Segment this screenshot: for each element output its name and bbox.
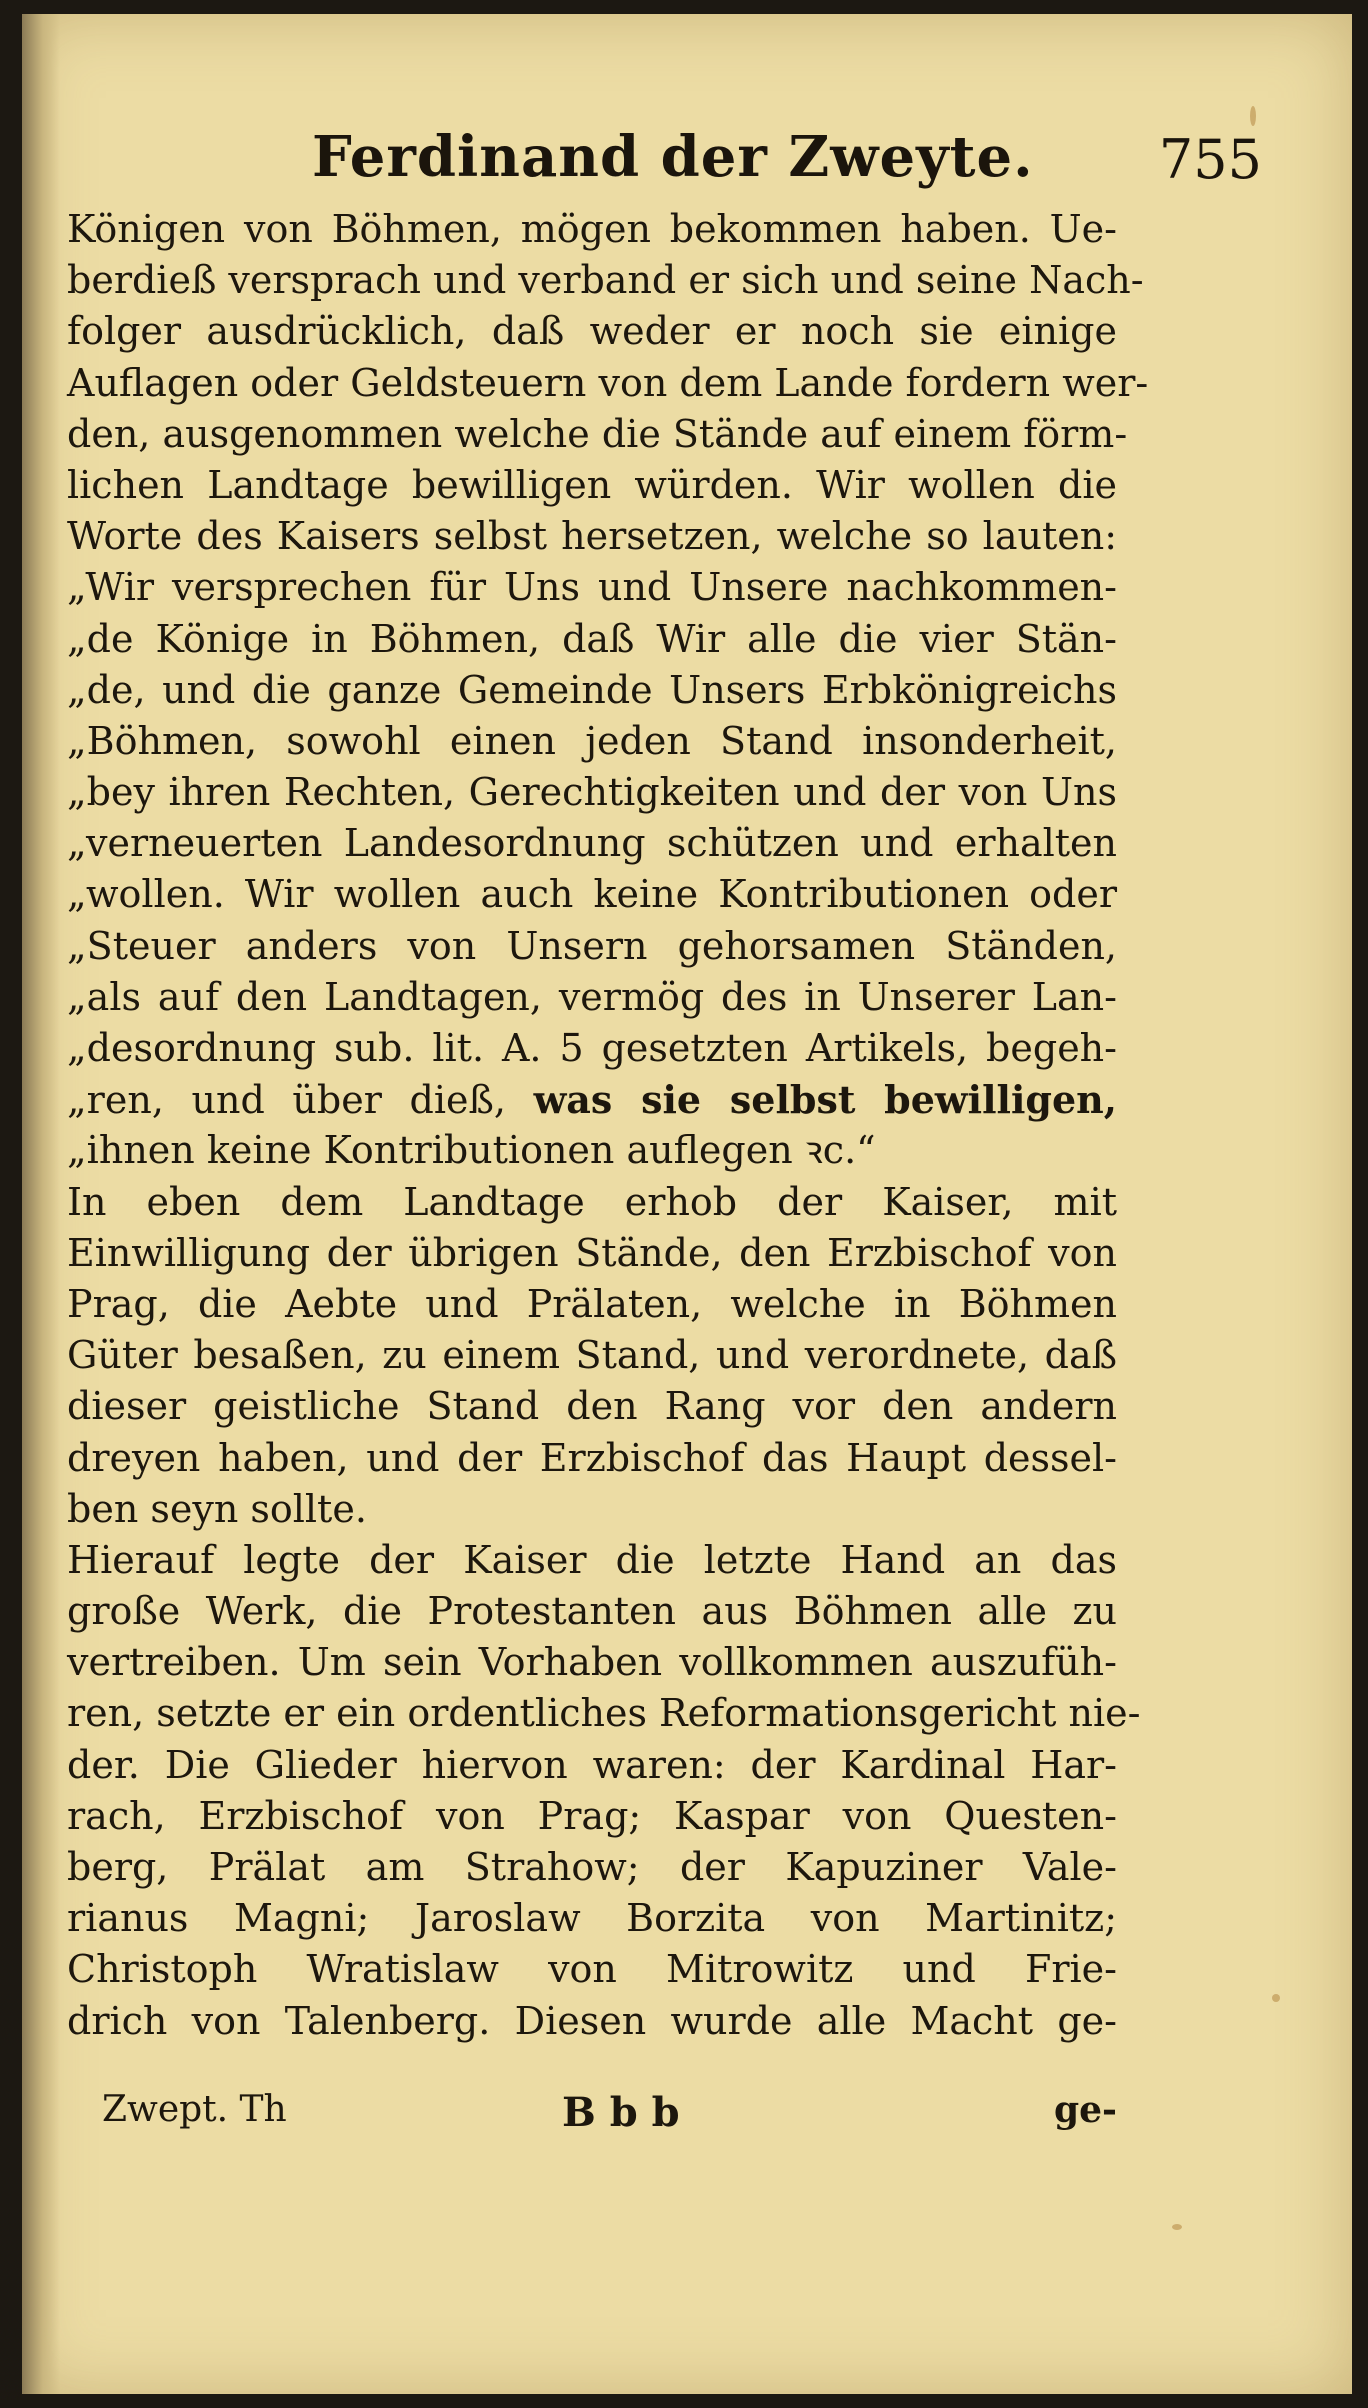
text-line: „Wir versprechen für Uns und Unsere nachkommen- — [67, 565, 1117, 610]
catchword: ge- — [1053, 2089, 1117, 2131]
body-text — [67, 204, 1149, 2047]
text-line: berdieß versprach und verband er sich und seine Nach- — [67, 258, 1144, 303]
text-line: Güter besaßen, zu einem Stand, und verordnete, daß — [67, 1333, 1117, 1378]
text-line: „Steuer anders von Unsern gehorsamen Ständen, — [67, 923, 1117, 968]
paper-stain — [1172, 2224, 1182, 2230]
text-line: In eben dem Landtage erhob der Kaiser, mit — [67, 1179, 1117, 1224]
text-line: ben seyn sollte. — [67, 1486, 367, 1531]
text-line: „ihnen keine Kontributionen auflegen ꝛc.“ — [67, 1128, 876, 1173]
paper-stain — [1272, 1994, 1280, 2002]
text-line: vertreiben. Um sein Vorhaben vollkommen auszufüh- — [67, 1640, 1117, 1685]
text-line: „als auf den Landtagen, vermög des in Unserer Lan- — [67, 974, 1117, 1019]
text-line: dieser geistliche Stand den Rang vor den andern — [67, 1384, 1117, 1429]
text-line: den, ausgenommen welche die Stände auf einem förm- — [67, 411, 1128, 456]
text-line: Einwilligung der übrigen Stände, den Erzbischof von — [67, 1230, 1117, 1275]
text-line: große Werk, die Protestanten aus Böhmen alle zu — [67, 1589, 1117, 1634]
text-line: Königen von Böhmen, mögen bekommen haben. Ue- — [67, 207, 1117, 251]
text-line: „de Könige in Böhmen, daß Wir alle die vier Stän- — [67, 616, 1117, 661]
text-segment: „ren, und über dieß, — [67, 1078, 534, 1123]
text-line: lichen Landtage bewilligen würden. Wir wollen die — [67, 462, 1117, 507]
book-page — [22, 14, 1352, 2394]
text-line: „verneuerten Landesordnung schützen und erhalten — [67, 821, 1117, 866]
page-footer — [67, 2089, 1117, 2149]
text-line: Hierauf legte der Kaiser die letzte Hand an das — [67, 1537, 1117, 1582]
text-line: Prag, die Aebte und Prälaten, welche in Böhmen — [67, 1281, 1117, 1326]
text-line: Auflagen oder Geldsteuern von dem Lande fordern wer- — [67, 360, 1149, 405]
text-line: Worte des Kaisers selbst hersetzen, welche so lauten: — [67, 514, 1117, 559]
page-gutter-shadow — [22, 14, 60, 2394]
text-line: „wollen. Wir wollen auch keine Kontributionen oder — [67, 872, 1117, 917]
text-line: drich von Talenberg. Diesen wurde alle Macht ge- — [67, 1998, 1117, 2043]
signature-label: Zwept. Th — [102, 2089, 287, 2130]
text-line: rianus Magni; Jaroslaw Borzita von Martinitz; — [67, 1896, 1117, 1941]
emphasized-text: was sie selbst bewilligen, — [533, 1077, 1117, 1123]
paper-stain — [1250, 106, 1256, 126]
text-line — [67, 1074, 1117, 1125]
signature-mark: B b b — [562, 2089, 680, 2136]
running-title: Ferdinand der Zweyte. — [312, 124, 1034, 190]
text-line: ren, setzte er ein ordentliches Reformationsgericht nie- — [67, 1691, 1141, 1736]
page-header — [82, 124, 1292, 214]
text-line: „de, und die ganze Gemeinde Unsers Erbkönigreichs — [67, 667, 1117, 712]
text-line: rach, Erzbischof von Prag; Kaspar von Questen- — [67, 1793, 1117, 1838]
text-line: Christoph Wratislaw von Mitrowitz und Frie- — [67, 1947, 1117, 1992]
text-line: berg, Prälat am Strahow; der Kapuziner Vale- — [67, 1845, 1117, 1889]
text-line: folger ausdrücklich, daß weder er noch sie einige — [67, 309, 1117, 354]
text-line: „desordnung sub. lit. A. 5 gesetzten Artikels, begeh- — [67, 1026, 1117, 1070]
text-line: dreyen haben, und der Erzbischof das Haupt dessel- — [67, 1435, 1117, 1480]
page-number: 755 — [1158, 128, 1262, 191]
text-line: „bey ihren Rechten, Gerechtigkeiten und der von Uns — [67, 770, 1117, 815]
text-line: der. Die Glieder hiervon waren: der Kardinal Har- — [67, 1742, 1117, 1787]
text-line: „Böhmen, sowohl einen jeden Stand insonderheit, — [67, 718, 1117, 763]
